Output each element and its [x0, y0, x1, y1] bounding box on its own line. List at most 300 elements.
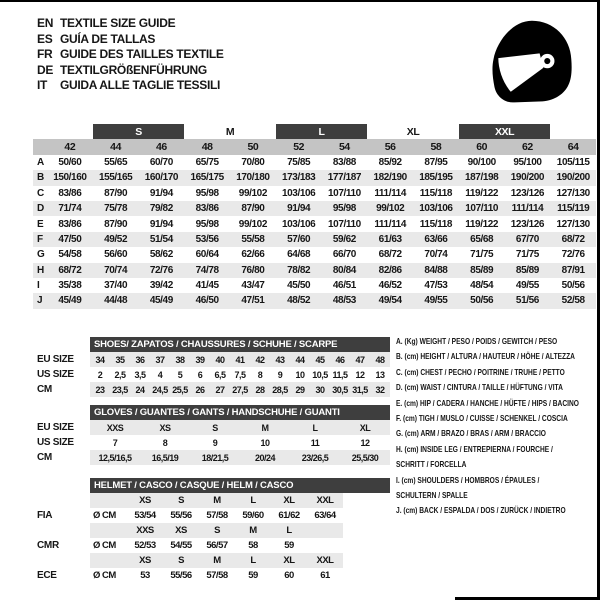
- measurement-cell: 75/78: [93, 201, 139, 216]
- language-title: TEXTILGRÖßENFÜHRUNG: [60, 62, 207, 77]
- measurement-cell: 91/94: [276, 201, 322, 216]
- measurement-row: [33, 293, 596, 308]
- language-code: FR: [37, 47, 53, 61]
- measurement-cell: 127/130: [556, 187, 590, 199]
- measurement-cell: 71/74: [47, 201, 93, 216]
- measurement-row-label: J: [33, 293, 47, 308]
- spacer-cell: [33, 553, 90, 568]
- size-cell: 11: [310, 437, 320, 448]
- legend-line: I. (cm) SHOULDERS / HOMBROS / ÉPAULES /: [396, 474, 540, 485]
- helmet-size-label-cell: S: [163, 493, 199, 508]
- size-cell: XXS: [90, 420, 140, 435]
- helmet-size-band-row: [33, 493, 343, 508]
- language-row: [37, 78, 224, 94]
- helmet-size-label-cell: M: [199, 493, 235, 508]
- measurement-cell: 103/106: [413, 201, 459, 216]
- legend-line: C. (cm) CHEST / PECHO / POITRINE / TRUHE / PETTO: [396, 366, 565, 377]
- helmet-size-cell: 53: [140, 570, 150, 581]
- measurement-cell: 51/56: [505, 293, 551, 308]
- measurement-cell: 79/82: [139, 201, 185, 216]
- helmet-size-cell: 59: [284, 540, 294, 551]
- legend-line: A. (Kg) WEIGHT / PESO / POIDS / GEWITCH / PESO: [396, 336, 558, 346]
- measurement-cell: 95/100: [513, 156, 542, 168]
- size-cell: 41: [230, 352, 250, 367]
- measurement-cell: 190/200: [550, 170, 596, 185]
- size-row-label: CM: [37, 384, 52, 395]
- size-cell: 32: [370, 382, 390, 397]
- language-row: [37, 47, 224, 63]
- language-code: IT: [37, 78, 48, 92]
- measurement-cell: 58/62: [149, 249, 173, 261]
- size-band-cell: 54: [322, 139, 368, 154]
- top-border-line: [0, 0, 600, 2]
- legend-line: E. (cm) HIP / CADERA / HANCHE / HÜFTE / HIPS / BACINO: [396, 397, 579, 408]
- measurement-cell: 72/76: [561, 249, 585, 261]
- size-cell: 9: [277, 369, 283, 380]
- size-cell: 36: [130, 352, 150, 367]
- size-cell: S: [190, 420, 240, 435]
- size-band-cell: 52: [276, 139, 322, 154]
- measurement-cell: 95/98: [195, 218, 219, 230]
- measurement-row-label: A: [37, 156, 44, 168]
- legend-line: F. (cm) TIGH / MUSLO / CUISSE / SCHENKEL / COSCIA: [396, 413, 568, 424]
- measurement-row-label: D: [33, 201, 47, 216]
- size-cell: 13: [375, 369, 385, 380]
- legend-line: H. (cm) INSIDE LEG / ENTREPIERNA / FOURCHE /: [396, 443, 553, 454]
- measurement-cell: 87/95: [424, 156, 448, 168]
- language-title: GUÍA DE TALLAS: [60, 31, 156, 46]
- helmet-size-cell: 61: [320, 570, 330, 581]
- measurement-cell: 48/52: [276, 293, 322, 308]
- helmet-size-label-cell: XS: [127, 553, 163, 568]
- measurement-cell: 71/75: [515, 249, 539, 261]
- size-row: [33, 420, 390, 435]
- measurement-cell: 46/51: [332, 280, 356, 292]
- size-band-cell: 44: [93, 139, 139, 154]
- measurement-cell: 82/86: [367, 263, 413, 278]
- language-title: GUIDA ALLE TAGLIE TESSILI: [60, 78, 221, 92]
- main-size-table: [33, 124, 596, 309]
- size-cell: 23: [90, 382, 110, 397]
- measurement-cell: 115/119: [550, 201, 596, 216]
- measurement-cell: 50/56: [459, 293, 505, 308]
- measurement-cell: 83/86: [184, 201, 230, 216]
- size-cell: 28: [250, 382, 270, 397]
- helmet-size-label-cell: XXS: [127, 523, 163, 538]
- gloves-table-title: GLOVES / GUANTES / GANTS / HANDSCHUHE / GUANTI: [90, 405, 390, 420]
- legend-line: G. (cm) ARM / BRAZO / BRAS / ARM / BRACCIO: [396, 428, 546, 439]
- language-row: [37, 16, 224, 32]
- measurement-cell: 39/42: [149, 280, 173, 292]
- measurement-cell: 44/48: [93, 293, 139, 308]
- legend-line: J. (cm) BACK / ESPALDA / DOS / ZURÜCK / INDIETRO: [396, 505, 566, 516]
- language-row: [37, 32, 224, 48]
- size-cell: 27: [210, 382, 230, 397]
- measurement-cell: 87/90: [104, 218, 128, 230]
- size-cell: 24,5: [150, 382, 170, 397]
- measurement-cell: 46/52: [378, 280, 402, 292]
- measurement-row: [33, 201, 596, 216]
- measurement-cell: 187/198: [459, 170, 505, 185]
- size-row: [33, 352, 390, 367]
- size-cell: 7,5: [234, 369, 246, 380]
- size-group-label: M: [225, 125, 235, 138]
- size-cell: 48: [370, 352, 390, 367]
- measurement-cell: 87/90: [230, 201, 276, 216]
- size-cell: 44: [290, 352, 310, 367]
- size-band-cell: 46: [139, 139, 185, 154]
- size-band-cell: 58: [413, 139, 459, 154]
- size-group-label: XL: [406, 125, 420, 138]
- measurement-row-label: C: [37, 187, 44, 199]
- helmet-size-cell: 53/54: [134, 510, 156, 521]
- legend-item: [396, 365, 579, 380]
- size-cell: 30,5: [330, 382, 350, 397]
- size-row-label: CM: [37, 452, 52, 463]
- measurement-cell: 70/74: [424, 249, 448, 261]
- size-cell: 9: [212, 437, 218, 448]
- language-list: [37, 16, 224, 94]
- helmet-value-row: [33, 538, 343, 553]
- measurement-row: [33, 263, 596, 278]
- helmet-value-row: [33, 508, 343, 523]
- size-cell: 35: [110, 352, 130, 367]
- measurement-cell: 190/200: [505, 170, 551, 185]
- measurement-cell: 165/175: [184, 170, 230, 185]
- measurement-cell: 63/66: [413, 232, 459, 247]
- measurement-cell: 76/80: [230, 263, 276, 278]
- measurement-cell: 65/68: [459, 232, 505, 247]
- size-cell: 18/21,5: [190, 450, 240, 465]
- legend-line: D. (cm) WAIST / CINTURA / TAILLE / HÜFTUNG / VITA: [396, 382, 563, 393]
- legend-item: [396, 411, 579, 426]
- measurement-cell: 99/102: [238, 187, 267, 199]
- language-code: DE: [37, 62, 54, 77]
- helmet-size-cell: 57/58: [206, 510, 228, 521]
- size-row-label: US SIZE: [37, 369, 74, 380]
- measurement-cell: 85/89: [459, 263, 505, 278]
- measurement-cell: 49/54: [367, 293, 413, 308]
- diameter-unit-label: Ø CM: [93, 540, 116, 551]
- spacer-cell: [550, 124, 596, 139]
- measurement-cell: 46/50: [184, 293, 230, 308]
- size-cell: 10: [260, 437, 270, 448]
- measurement-cell: 71/75: [470, 249, 494, 261]
- legend-line: B. (cm) HEIGHT / ALTURA / HAUTEUR / HÖHE / ALTEZZA: [396, 351, 575, 362]
- helmet-size-cell: 63/64: [314, 510, 336, 521]
- measurement-cell: 50/60: [58, 156, 82, 168]
- size-cell: XL: [340, 420, 390, 435]
- size-cell: 2,5: [114, 369, 126, 380]
- helmet-size-label-cell: M: [199, 553, 235, 568]
- helmet-table-title: HELMET / CASCO / CASQUE / HELM / CASCO: [90, 478, 390, 493]
- size-cell: 25,5/30: [340, 450, 390, 465]
- measurement-cell: 65/75: [195, 156, 219, 168]
- diameter-unit-label: Ø CM: [93, 570, 116, 581]
- size-band-row: [33, 139, 596, 154]
- helmet-size-cell: 52/53: [134, 540, 156, 551]
- measurement-cell: 107/110: [328, 187, 361, 199]
- size-cell: 2: [97, 369, 103, 380]
- helmet-size-cell: 55/56: [170, 510, 192, 521]
- size-group-label: XXL: [459, 124, 551, 139]
- measurement-cell: 91/94: [149, 187, 173, 199]
- standard-label: ECE: [37, 570, 57, 581]
- measurement-cell: 85/92: [378, 156, 402, 168]
- size-cell: 31,5: [350, 382, 370, 397]
- helmet-size-cell: 60: [284, 570, 294, 581]
- legend-item: [396, 380, 579, 395]
- language-row: [37, 63, 224, 79]
- measurement-cell: 84/88: [413, 263, 459, 278]
- measurement-cell: 49/52: [93, 232, 139, 247]
- measurement-cell: 119/122: [465, 218, 499, 230]
- helmet-size-band-row: [33, 523, 343, 538]
- size-cell: 38: [170, 352, 190, 367]
- spacer-cell: [33, 523, 90, 538]
- measurement-cell: 67/70: [505, 232, 551, 247]
- helmet-size-cell: 59: [248, 570, 258, 581]
- helmet-size-cell: 55/56: [170, 570, 192, 581]
- helmet-size-label-cell: XXL: [307, 493, 343, 508]
- helmet-size-label-cell: S: [163, 553, 199, 568]
- size-cell: 34: [90, 352, 110, 367]
- measurement-cell: 68/72: [47, 263, 93, 278]
- measurement-cell: 87/91: [550, 263, 596, 278]
- size-cell: 37: [150, 352, 170, 367]
- size-cell: 8: [162, 437, 168, 448]
- measurement-cell: 35/38: [58, 280, 82, 292]
- measurement-row: [33, 216, 596, 231]
- size-cell: 24: [130, 382, 150, 397]
- size-cell: 45: [310, 352, 330, 367]
- spacer-cell: [33, 493, 90, 508]
- measurement-cell: 185/195: [413, 170, 459, 185]
- helmet-size-cell: 57/58: [206, 570, 228, 581]
- legend-item: [396, 442, 579, 473]
- measurement-cell: 41/45: [195, 280, 219, 292]
- size-cell: 10,5: [312, 369, 328, 380]
- measurement-legend: [396, 334, 579, 519]
- measurement-cell: 72/76: [139, 263, 185, 278]
- measurement-cell: 115/118: [419, 218, 453, 230]
- measurement-cell: 47/50: [47, 232, 93, 247]
- measurement-row: [33, 155, 596, 170]
- helmet-size-label-cell: M: [235, 523, 271, 538]
- measurement-cell: 85/89: [505, 263, 551, 278]
- spacer-cell: [90, 493, 127, 508]
- helmet-size-label-cell: XL: [271, 493, 307, 508]
- measurement-row: [33, 232, 596, 247]
- measurement-row: [33, 186, 596, 201]
- helmet-size-label-cell: S: [199, 523, 235, 538]
- spacer-cell: [90, 553, 127, 568]
- measurement-cell: 47/53: [424, 280, 448, 292]
- measurement-cell: 45/50: [287, 280, 311, 292]
- size-cell: 23/26,5: [290, 450, 340, 465]
- measurement-cell: 74/78: [184, 263, 230, 278]
- measurement-cell: 53/56: [184, 232, 230, 247]
- measurement-row-label: B: [33, 170, 47, 185]
- measurement-cell: 95/98: [195, 187, 219, 199]
- size-cell: 39: [190, 352, 210, 367]
- measurement-cell: 50/56: [561, 280, 585, 292]
- measurement-cell: 62/66: [241, 249, 265, 261]
- shoes-size-table: [33, 352, 390, 397]
- measurement-row: [33, 170, 596, 185]
- measurement-cell: 66/70: [332, 249, 356, 261]
- size-band-cell: 48: [184, 139, 230, 154]
- measurement-cell: 48/54: [470, 280, 494, 292]
- measurement-cell: 80/84: [322, 263, 368, 278]
- measurement-cell: 107/110: [328, 218, 361, 230]
- size-cell: M: [240, 420, 290, 435]
- measurement-cell: 127/130: [556, 218, 590, 230]
- legend-item: [396, 503, 579, 518]
- measurement-row-label: F: [33, 232, 47, 247]
- measurement-cell: 70/80: [241, 156, 265, 168]
- measurement-cell: 111/114: [374, 218, 407, 230]
- measurement-cell: 115/118: [419, 187, 453, 199]
- measurement-cell: 182/190: [367, 170, 413, 185]
- standard-label: FIA: [37, 510, 53, 521]
- measurement-cell: 170/180: [230, 170, 276, 185]
- size-cell: 8: [257, 369, 263, 380]
- helmet-size-band-row: [33, 553, 343, 568]
- language-code: ES: [37, 31, 53, 46]
- measurement-cell: 107/110: [459, 201, 505, 216]
- shoes-table-title: SHOES/ ZAPATOS / CHAUSSURES / SCHUHE / SCARPE: [90, 337, 390, 352]
- legend-item: [396, 396, 579, 411]
- size-cell: 47: [350, 352, 370, 367]
- size-cell: 27,5: [230, 382, 250, 397]
- measurement-cell: 119/122: [465, 187, 499, 199]
- size-cell: 26: [190, 382, 210, 397]
- legend-item: [396, 349, 579, 364]
- measurement-cell: 56/60: [104, 249, 128, 261]
- measurement-cell: 57/60: [276, 232, 322, 247]
- size-row: [33, 435, 390, 450]
- measurement-row: [33, 278, 596, 293]
- measurement-cell: 55/58: [230, 232, 276, 247]
- gloves-section: [33, 405, 390, 465]
- measurement-cell: 103/106: [281, 187, 316, 199]
- shoes-section: [33, 337, 390, 397]
- language-code: EN: [37, 16, 54, 30]
- size-group-label: L: [276, 124, 368, 139]
- measurement-row-label: E: [37, 218, 44, 230]
- measurement-cell: 83/86: [58, 218, 82, 230]
- standard-label: CMR: [37, 540, 59, 551]
- measurement-cell: 95/98: [322, 201, 368, 216]
- measurement-cell: 54/58: [58, 249, 82, 261]
- size-band-cell: 64: [550, 139, 596, 154]
- size-band-cell: 50: [230, 139, 276, 154]
- helmet-size-label-cell: XS: [163, 523, 199, 538]
- helmet-size-label-cell: [307, 523, 343, 538]
- measurement-cell: 91/94: [149, 218, 173, 230]
- size-cell: 12: [360, 437, 370, 448]
- helmet-size-cell: 58: [248, 540, 258, 551]
- measurement-cell: 55/65: [104, 156, 128, 168]
- helmet-size-cell: 56/57: [206, 540, 228, 551]
- measurement-cell: 99/102: [238, 218, 267, 230]
- legend-line: SCHRITT / FORCELLA: [396, 459, 467, 470]
- measurement-cell: 49/55: [515, 280, 539, 292]
- measurement-cell: 45/49: [47, 293, 93, 308]
- size-cell: 10: [295, 369, 305, 380]
- measurement-cell: 43/47: [241, 280, 265, 292]
- measurement-cell: 105/115: [556, 156, 590, 168]
- size-cell: 5: [177, 369, 183, 380]
- size-cell: 40: [210, 352, 230, 367]
- spacer-cell: [90, 523, 127, 538]
- size-cell: 43: [270, 352, 290, 367]
- measurement-cell: 64/68: [287, 249, 311, 261]
- measurement-row-label: H: [33, 263, 47, 278]
- language-title: TEXTILE SIZE GUIDE: [60, 16, 176, 30]
- measurement-cell: 87/90: [104, 187, 128, 199]
- helmet-value-row: [33, 568, 343, 583]
- spacer-cell: [33, 139, 47, 154]
- size-cell: 25,5: [170, 382, 190, 397]
- size-cell: 3,5: [134, 369, 146, 380]
- measurement-cell: 52/58: [550, 293, 596, 308]
- size-cell: 12,5/16,5: [90, 450, 140, 465]
- measurement-cell: 173/183: [276, 170, 322, 185]
- size-cell: 23,5: [110, 382, 130, 397]
- legend-item: [396, 426, 579, 441]
- size-cell: 4: [157, 369, 163, 380]
- measurement-cell: 90/100: [467, 156, 496, 168]
- measurement-row: [33, 247, 596, 262]
- size-cell: 16,5/19: [140, 450, 190, 465]
- helmet-size-cell: [307, 538, 343, 553]
- size-cell: 20/24: [240, 450, 290, 465]
- helmet-size-label-cell: L: [271, 523, 307, 538]
- size-cell: 28,5: [270, 382, 290, 397]
- size-cell: 6: [197, 369, 203, 380]
- measurement-cell: 47/51: [230, 293, 276, 308]
- measurement-row-label: I: [37, 280, 40, 292]
- size-band-cell: 60: [459, 139, 505, 154]
- size-cell: 7: [112, 437, 118, 448]
- size-group-row: [33, 124, 596, 139]
- legend-line: SCHULTERN / SPALLE: [396, 490, 468, 501]
- size-cell: 12: [355, 369, 365, 380]
- helmet-size-cell: 61/62: [278, 510, 300, 521]
- measurement-cell: 78/82: [276, 263, 322, 278]
- measurement-cell: 83/88: [332, 156, 356, 168]
- helmet-size-cell: 54/55: [170, 540, 192, 551]
- measurement-cell: 75/85: [287, 156, 311, 168]
- measurement-cell: 111/114: [374, 187, 407, 199]
- helmet-size-label-cell: L: [235, 553, 271, 568]
- size-group-label: S: [93, 124, 185, 139]
- language-title: GUIDE DES TAILLES TEXTILE: [60, 47, 224, 61]
- measurement-cell: 60/64: [195, 249, 219, 261]
- helmet-size-label-cell: XS: [127, 493, 163, 508]
- size-cell: 46: [330, 352, 350, 367]
- gloves-size-table: [33, 420, 390, 465]
- measurement-cell: 48/53: [322, 293, 368, 308]
- size-row: [33, 367, 390, 382]
- measurement-cell: 60/70: [149, 156, 173, 168]
- helmet-size-label-cell: XL: [271, 553, 307, 568]
- size-band-cell: 56: [367, 139, 413, 154]
- size-row-label: US SIZE: [37, 437, 74, 448]
- legend-item: [396, 334, 579, 349]
